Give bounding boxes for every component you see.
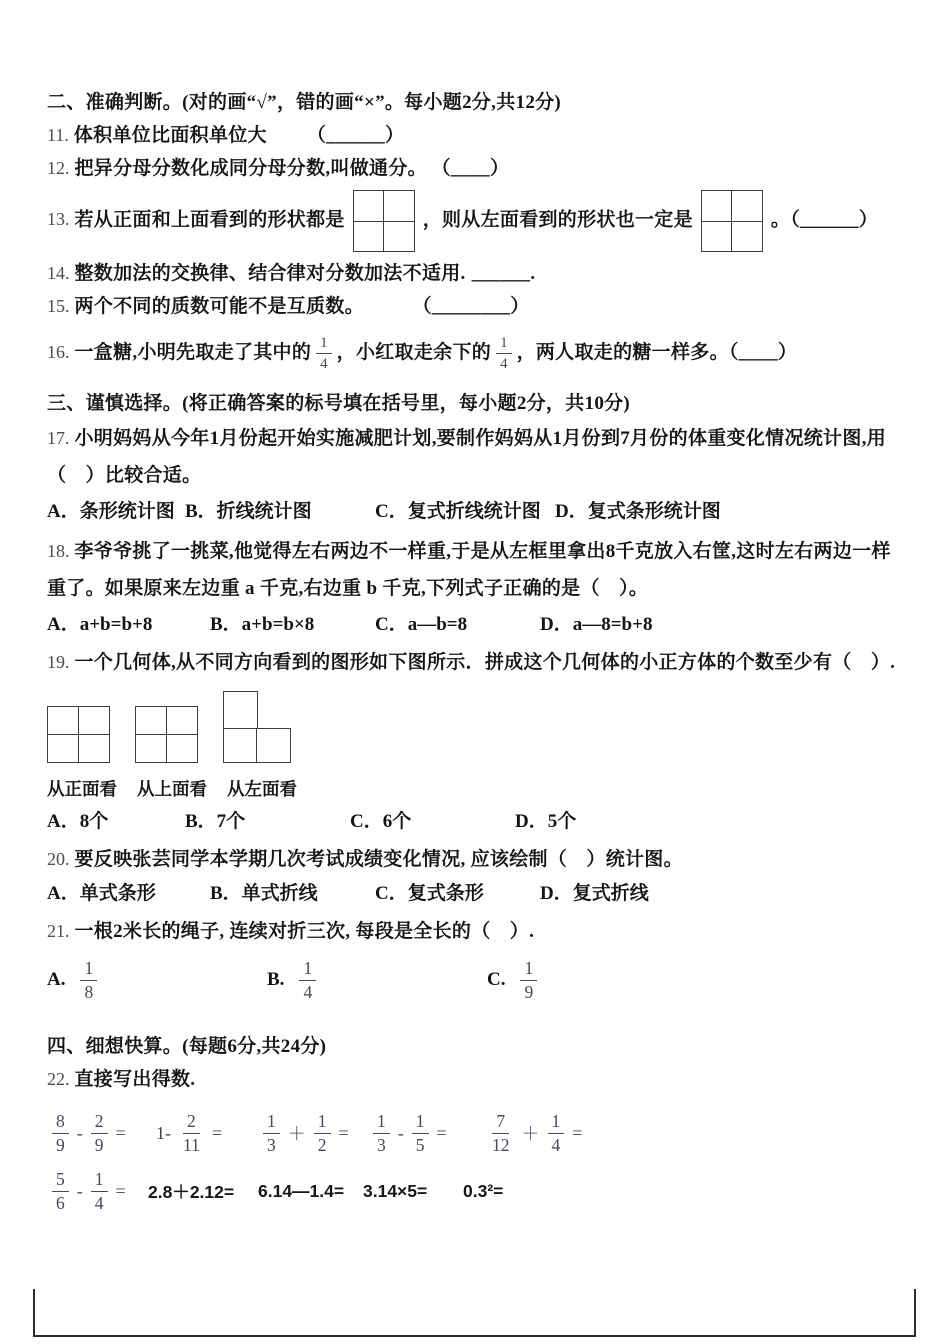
- fraction-denominator: 9: [524, 981, 534, 1002]
- shape-cell: [223, 691, 258, 730]
- fraction-one-ninth: [520, 958, 537, 1003]
- fraction-numerator: 1: [80, 958, 97, 981]
- q17-option-a: A．条形统计图: [47, 501, 175, 522]
- grid-cell: [167, 707, 198, 735]
- integer-minus: 1-: [156, 1122, 171, 1143]
- q19-label-left-view: 从左面看: [227, 779, 297, 799]
- fraction-denominator: 12: [492, 1134, 510, 1155]
- q22-expression-7: 2.8＋2.12=: [148, 1181, 235, 1202]
- q22-expression-5: [483, 1111, 585, 1156]
- equals-sign: =: [211, 1122, 223, 1143]
- question-16-number: 16.: [47, 342, 70, 362]
- minus-operator: -: [76, 1180, 83, 1201]
- question-18-number: 18.: [47, 541, 70, 561]
- grid-cell: [79, 735, 110, 763]
- question-11-answer-blank: （______）: [306, 125, 405, 146]
- question-21: [47, 915, 909, 948]
- question-14-text: 整数加法的交换律、结合律对分数加法不适用.: [74, 263, 466, 284]
- q19-option-c: C．6个: [350, 811, 412, 832]
- fraction-numerator: 7: [492, 1111, 509, 1134]
- question-15-number: 15.: [47, 296, 70, 316]
- equals-sign: =: [572, 1122, 583, 1143]
- fraction-1-2: [314, 1111, 331, 1156]
- question-17: [47, 420, 909, 494]
- q19-figures: [47, 691, 909, 763]
- q21-option-b: [267, 956, 487, 1004]
- question-16-text-middle: ，小红取走余下的: [336, 342, 492, 363]
- fraction-2-9: [91, 1111, 108, 1156]
- q20-option-d: D．复式折线: [540, 883, 649, 904]
- question-18: [47, 533, 909, 607]
- question-14-answer-blank: ______.: [471, 263, 536, 284]
- question-16: [47, 330, 909, 375]
- section4-title: 四、细想快算。(每题6分,共24分): [47, 1036, 327, 1057]
- question-19-number: 19.: [47, 652, 70, 672]
- minus-operator: -: [76, 1122, 83, 1143]
- grid-cell: [384, 191, 415, 222]
- grid-cell: [732, 222, 763, 253]
- question-22: [47, 1063, 909, 1096]
- q22-expression-10: 0.3²=: [463, 1180, 504, 1201]
- fraction-denominator: 3: [267, 1134, 276, 1155]
- question-21-options: [47, 956, 909, 1004]
- q17-option-d: D．复式条形统计图: [555, 501, 721, 522]
- question-17-text: 小明妈妈从今年1月份起开始实施减肥计划,要制作妈妈从1月份到7月份的体重变化情况统计图,用（ ）比较合适。: [47, 428, 887, 486]
- plus-operator: ＋: [287, 1124, 306, 1144]
- q19-top-view-grid: [135, 706, 198, 763]
- question-21-text: 一根2米长的绳子, 连续对折三次, 每段是全长的（ ）.: [74, 921, 535, 942]
- question-12: [47, 152, 909, 185]
- question-14-number: 14.: [47, 263, 70, 283]
- q18-option-b: B．a+b=b×8: [210, 614, 315, 635]
- question-14: [47, 257, 909, 290]
- question-12-answer-blank: （____）: [440, 158, 510, 179]
- fraction-numerator: 1: [373, 1111, 390, 1134]
- q19-option-b: B．7个: [185, 811, 246, 832]
- q20-option-b: B．单式折线: [210, 883, 318, 904]
- question-15-text: 两个不同的质数可能不是互质数。: [74, 296, 365, 317]
- fraction-numerator: 5: [52, 1169, 69, 1192]
- fraction-one-fourth: [299, 958, 316, 1003]
- question-21-number: 21.: [47, 921, 70, 941]
- fraction-denominator: 4: [94, 1192, 104, 1213]
- equals-sign: =: [115, 1122, 126, 1143]
- q19-figure-labels: [47, 776, 909, 801]
- minus-operator: -: [397, 1122, 404, 1143]
- fraction-7-12: [488, 1111, 514, 1156]
- grid-cell: [48, 707, 79, 735]
- question-18-options: [47, 609, 909, 641]
- question-11-number: 11.: [47, 125, 69, 145]
- grid-cell: [702, 222, 733, 253]
- equals-sign: =: [115, 1180, 126, 1201]
- grid-cell: [167, 735, 198, 763]
- q22-expression-8: 6.14—1.4=: [258, 1180, 345, 1201]
- question-20-text: 要反映张芸同学本学期几次考试成绩变化情况, 应该绘制（ ）统计图。: [74, 849, 683, 870]
- fraction-denominator: 8: [84, 981, 94, 1002]
- fraction-denominator: 4: [303, 981, 313, 1002]
- q21-option-c: [487, 956, 542, 1004]
- question-15-answer-blank: （________）: [422, 296, 530, 317]
- equals-sign: =: [436, 1122, 447, 1143]
- fraction-denominator: 3: [377, 1134, 386, 1155]
- fraction-numerator: 1: [412, 1111, 429, 1134]
- q22-expression-9: 3.14×5=: [363, 1180, 428, 1201]
- q20-option-a: A．单式条形: [47, 883, 156, 904]
- grid-cell: [79, 707, 110, 735]
- fraction-2-11: [179, 1111, 204, 1156]
- fraction-denominator: 2: [317, 1134, 327, 1155]
- fraction-numerator: 1: [496, 334, 512, 354]
- fraction-numerator: 8: [52, 1111, 69, 1134]
- fraction-one-eighth: [80, 958, 97, 1003]
- question-16-text-before: 一盒糖,小明先取走了其中的: [74, 342, 312, 363]
- question-15: [47, 290, 909, 323]
- grid-cell: [732, 191, 763, 222]
- q18-option-d: D．a—8=b+8: [540, 614, 653, 635]
- question-20: [47, 843, 909, 876]
- question-12-text: 把异分母分数化成同分母分数,叫做通分。: [74, 158, 427, 179]
- grid-cell: [48, 735, 79, 763]
- grid-cell: [354, 191, 385, 222]
- fraction-numerator: 2: [91, 1111, 108, 1134]
- q17-option-b: B．折线统计图: [185, 501, 312, 522]
- question-13-number: 13.: [47, 209, 70, 230]
- question-22-number: 22.: [47, 1069, 70, 1089]
- question-13-text-middle: ，则从左面看到的形状也一定是: [422, 209, 693, 231]
- fraction-5-6: [52, 1169, 69, 1214]
- fraction-1-4: [91, 1169, 108, 1214]
- equals-sign: =: [338, 1122, 349, 1143]
- q19-label-front-view: 从正面看: [47, 779, 117, 799]
- q19-front-view-grid: [47, 706, 110, 763]
- q21-option-a-letter: A.: [47, 969, 66, 990]
- q19-left-view-shape: [223, 691, 291, 763]
- grid-cell: [384, 222, 415, 253]
- q21-option-b-letter: B.: [267, 969, 285, 990]
- shape-cell: [223, 728, 258, 763]
- q22-expression-2: [153, 1111, 258, 1156]
- fraction-denominator: 4: [551, 1134, 561, 1155]
- fraction-1-4: [548, 1111, 565, 1156]
- question-20-options: [47, 878, 909, 910]
- question-22-text: 直接写出得数.: [74, 1069, 196, 1090]
- q13-shape-grid-1: [353, 190, 415, 252]
- fraction-denominator: 9: [56, 1134, 65, 1155]
- fraction-denominator: 11: [183, 1134, 200, 1155]
- q22-expression-4: [368, 1111, 483, 1156]
- shape-cell: [256, 728, 291, 763]
- question-18-text: 李爷爷挑了一挑菜,他觉得左右两边不一样重,于是从左框里拿出8千克放入右筐,这时左右两边一样重了。如果原来左边重 a 千克,右边重 b 千克,下列式子正确的是（ ）。: [47, 541, 891, 599]
- fraction-numerator: 1: [548, 1111, 565, 1134]
- fraction-numerator: 1: [316, 334, 332, 354]
- page-border-frame: [33, 1289, 916, 1337]
- question-17-number: 17.: [47, 428, 70, 448]
- question-17-options: [47, 496, 909, 528]
- q21-option-c-letter: C.: [487, 969, 506, 990]
- section3-title: 三、谨慎选择。(将正确答案的标号填在括号里，每小题2分，共10分): [47, 393, 631, 414]
- question-13-answer-blank: 。（______）: [770, 209, 879, 231]
- grid-cell: [702, 191, 733, 222]
- q19-label-top-view: 从上面看: [137, 779, 207, 799]
- fraction-one-fourth: [316, 334, 332, 373]
- section2-title: 二、准确判断。(对的画“√”，错的画“×”。每小题2分,共12分): [47, 92, 562, 113]
- q22-expression-6: [47, 1169, 148, 1214]
- q22-calc-row-1: [47, 1110, 909, 1156]
- plus-operator: ＋: [521, 1124, 540, 1144]
- q19-option-a: A．8个: [47, 811, 109, 832]
- fraction-1-3: [373, 1111, 390, 1156]
- q22-expression-3: [258, 1111, 368, 1156]
- fraction-numerator: 1: [314, 1111, 331, 1134]
- fraction-1-3: [263, 1111, 280, 1156]
- question-12-number: 12.: [47, 158, 70, 178]
- fraction-numerator: 2: [183, 1111, 200, 1134]
- fraction-denominator: 4: [500, 356, 508, 373]
- q18-option-c: C．a—b=8: [375, 614, 468, 635]
- question-11: [47, 119, 909, 152]
- question-19-text: 一个几何体,从不同方向看到的图形如下图所示．拼成这个几何体的小正方体的个数至少有（ ）.: [74, 652, 896, 673]
- q19-option-d: D．5个: [515, 811, 577, 832]
- question-19-options: [47, 806, 909, 838]
- q20-option-c: C．复式条形: [375, 883, 484, 904]
- question-19: [47, 646, 909, 679]
- q22-calc-row-2: [47, 1168, 909, 1214]
- question-16-answer-blank: ，两人取走的糖一样多。（____）: [516, 342, 798, 363]
- q17-option-c: C．复式折线统计图: [375, 501, 541, 522]
- fraction-denominator: 6: [56, 1192, 65, 1213]
- q13-shape-grid-2: [701, 190, 763, 252]
- fraction-1-5: [412, 1111, 429, 1156]
- q22-expression-1: [47, 1111, 153, 1156]
- fraction-numerator: 1: [299, 958, 316, 981]
- fraction-denominator: 9: [94, 1134, 104, 1155]
- fraction-numerator: 1: [520, 958, 537, 981]
- grid-cell: [354, 222, 385, 253]
- grid-cell: [136, 707, 167, 735]
- grid-cell: [136, 735, 167, 763]
- fraction-one-fourth: [496, 334, 512, 373]
- fraction-denominator: 5: [415, 1134, 425, 1155]
- q21-option-a: [47, 956, 267, 1004]
- question-13: [47, 190, 909, 252]
- fraction-denominator: 4: [320, 356, 328, 373]
- question-20-number: 20.: [47, 849, 70, 869]
- question-11-text: 体积单位比面积单位大: [73, 125, 267, 146]
- q18-option-a: A．a+b=b+8: [47, 614, 153, 635]
- exam-content: [47, 86, 909, 1214]
- fraction-8-9: [52, 1111, 69, 1156]
- fraction-numerator: 1: [263, 1111, 280, 1134]
- question-13-text-before: 若从正面和上面看到的形状都是: [74, 209, 345, 231]
- fraction-numerator: 1: [91, 1169, 108, 1192]
